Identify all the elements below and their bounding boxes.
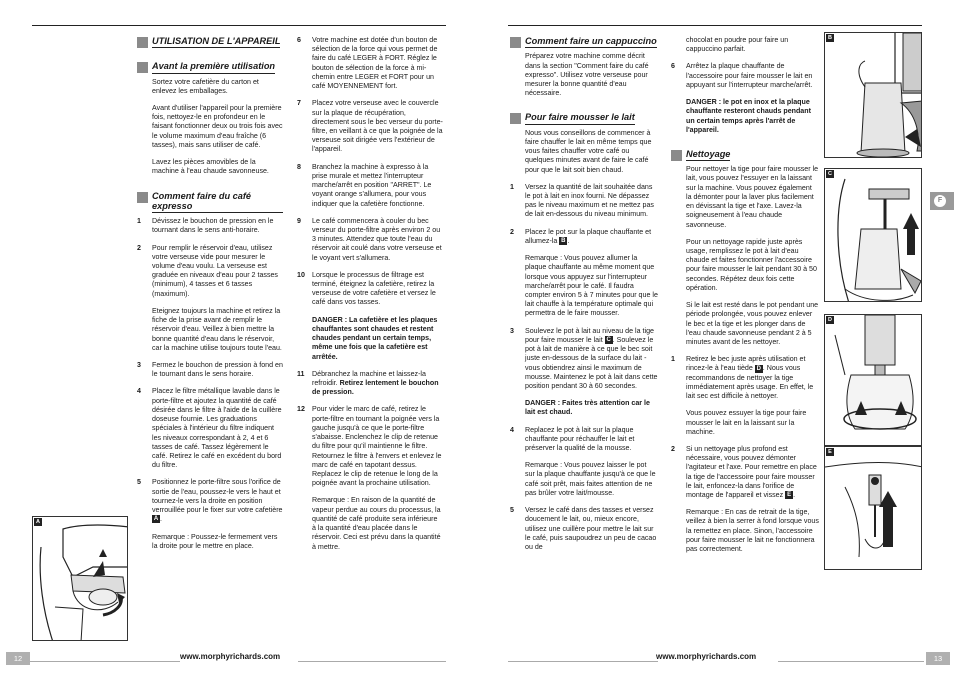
figure-e: E bbox=[824, 446, 922, 570]
subheading-cappuccino: Comment faire un cappuccino bbox=[510, 36, 658, 48]
step-12: 12 Pour vider le marc de café, retirez le porte-filtre en tournant la poignée vers la gauche jusqu'à ce que le porte-filtre s'abaisse. Enclenchez le clip de retenue du filtre pour qu'il maintienne le filtre. Retournez le filtre à l'envers et enlevez le marc de café en tapotant dessus. Replacez le clip de retenue le long de la poignée avant la prochaine utilisation. Remarque : En raison de la quantité de vapeur perdue au cours du processus, la quantité de café produite sera inférieure à la quantité d'eau placée dans le réservoir. Ceci est prévu dans la quantité à mettre. bbox=[297, 405, 442, 551]
step-4: 4 Replacez le pot à lait sur la plaque chauffante pour réchauffer le lait et préserver la qualité de la mousse. Remarque : Vous pouvez laisser le pot sur la plaque chauffante jusqu'à ce que le café soit prêt, mais faites attention de ne pas brûler votre lait/mousse. bbox=[510, 425, 656, 497]
language-tab: F bbox=[930, 192, 954, 210]
paragraph: Si le lait est resté dans le pot pendant une période prolongée, vous pouvez enlever le bec et la tige et les plonger dans de l'eau chaude savonneuse pendant 2 à 5 minutes avant de les nettoyer. bbox=[686, 301, 819, 346]
figure-b: B bbox=[824, 32, 922, 158]
coffee-machine-illustration bbox=[33, 517, 128, 641]
subheading-first-use: Avant la première utilisation bbox=[137, 61, 283, 73]
right-col-2 bbox=[671, 36, 819, 562]
step-4: 4 Placez le filtre métallique lavable dans le porte-filtre et ajoutez la quantité de café désirée dans le filtre à l'aide de la cuillère doseuse fournie. Les graduations spéciales à l'intérieur du filtre indiquent les niveaux correspondant à 2, 4 et 6 tasses de café. Tassez légèrement le café. Retirez le café en excédent du bord du filtre. bbox=[137, 387, 282, 470]
left-footer-rule-2 bbox=[298, 661, 446, 662]
paragraph: Préparez votre machine comme décrit dans la section "Comment faire du café expresso". Utilisez votre verseuse pour mesurer la bonne quantité d'eau nécessaire. bbox=[525, 52, 649, 98]
step-11: 11 Débranchez la machine et laissez-la refroidir. Retirez lentement le bouchon de pression. bbox=[297, 369, 439, 397]
danger-note: DANGER : le pot en inox et la plaque chauffante resteront chauds pendant un certain temps après l'arrêt de l'appareil. bbox=[686, 98, 811, 134]
step-2: 2 Placez le pot sur la plaque chauffante et allumez-la B . Remarque : Vous pouvez allumer la plaque chauffante au même moment que lorsque vous appuyez sur l'interrupteur marche/arrêt pour le café. Il faudra compter environ 5 à 7 minutes pour que le lait chauffe à la température optimale qui permettra de le faire mousser. bbox=[510, 227, 658, 318]
figure-a: A bbox=[32, 516, 128, 641]
step-8: 8 Branchez la machine à expresso à la prise murale et mettez l'interrupteur marche/arrêt en position "ARRET". Le voyant orange s'allumera, pour vous indiquer que la cafetière fonctionne. bbox=[297, 162, 432, 208]
step-5: 5 Versez le café dans des tasses et versez doucement le lait, ou, mieux encore, utilisez une cuillère pour mettre le lait sur le café, puis saupoudrez un peu de cacao ou de bbox=[510, 506, 657, 551]
paragraph: chocolat en poudre pour faire un cappuccino parfait. bbox=[686, 36, 789, 54]
right-footer-rule bbox=[508, 661, 658, 662]
step-1: 1 Retirez le bec juste après utilisation et rincez-le à l'eau tiède D . Nous vous recommandons de nettoyer la tige immédiatement après usage. En effet, le lait sec est difficile à nettoyer. Vous pouvez essuyer la tige pour faire mousser le lait en la laissant sur la machine. bbox=[671, 355, 814, 436]
right-top-rule bbox=[508, 25, 922, 26]
paragraph: Lavez les pièces amovibles de la machine à l'eau chaude savonneuse. bbox=[152, 158, 269, 176]
footer-url: www.morphyrichards.com bbox=[656, 652, 757, 661]
subheading-cleaning: Nettoyage bbox=[671, 149, 819, 161]
step-1: 1 Dévissez le bouchon de pression en le tournant dans le sens anti-horaire. bbox=[137, 217, 274, 235]
milk-frothing-illustration bbox=[825, 169, 922, 302]
step-9: 9 Le café commencera à couler du bec verseur du porte-filtre après environ 2 ou 3 minutes. Attendez que toute l'eau du réservoir ait coulé dans votre verseuse et le voyant vert s'allumera. bbox=[297, 216, 442, 262]
left-footer-rule bbox=[30, 661, 180, 662]
paragraph: Sortez votre cafetière du carton et enlevez les emballages. bbox=[152, 77, 259, 95]
figure-d: D bbox=[824, 314, 922, 446]
right-col-1 bbox=[510, 36, 658, 560]
danger-note: DANGER : Faites très attention car le lait est chaud. bbox=[525, 399, 650, 417]
figure-c: C bbox=[824, 168, 922, 302]
step-3: 3 Soulevez le pot à lait au niveau de la tige pour faire mousser le lait C . Soulevez le pot à lait de manière à ce que le bec soit juste en-dessous de la surface du lait - vous obtiendrez ainsi le maximum de mousse. Maintenez le pot à lait dans cette position pendant 30 à 60 secondes. DANGER : Faites très attention car le lait est chaud. bbox=[510, 326, 658, 417]
step-1: 1 Versez la quantité de lait souhaitée dans le pot à lait en inox fourni. Ne dépassez pas le niveau maximum et ne mettez pas de lait en-dessous du niveau minimum. bbox=[510, 182, 654, 219]
paragraph: Pour un nettoyage rapide juste après usage, remplissez le pot à lait d'eau chaude et faites fonctionner l'accessoire pour faire mousser le lait pendant 30 à 50 secondes. Répétez deux fois cette opération. bbox=[686, 237, 817, 292]
step-3: 3 Fermez le bouchon de pression à fond en le tournant dans le sens horaire. bbox=[137, 361, 283, 379]
right-footer-rule-2 bbox=[778, 661, 924, 662]
paragraph: Avant d'utiliser l'appareil pour la première fois, nettoyez-le en profondeur en le faisant fonctionner deux ou trois fois avec le volume maximum d'eau fraîche (6 tasses), mais sans utiliser de café. bbox=[152, 104, 283, 149]
step-10: 10 Lorsque le processus de filtrage est terminé, éteignez la cafetière, retirez la verseuse de votre cafetière et versez le café dans vos tasses. DANGER : La cafetière et les plaques chauffantes sont chaudes et restent chaudes pendant un certain temps, même une fois que la cafetière est arrêtée. bbox=[297, 271, 443, 362]
paragraph: Nous vous conseillons de commencer à faire chauffer le lait en même temps que vous faites chauffer votre café ou quelques minutes avant de faire le café pour que le lait soit bien chaud. bbox=[525, 128, 652, 174]
remove-nozzle-illustration bbox=[825, 315, 922, 446]
subheading-froth-milk: Pour faire mousser le lait bbox=[510, 112, 658, 124]
step-6: 6 Arrêtez la plaque chauffante de l'accessoire pour faire mousser le lait en appuyant sur l'interrupteur marche/arrêt. DANGER : le pot en inox et la plaque chauffante resteront chauds pendant un certain temps après l'arrêt de l'appareil. bbox=[671, 62, 819, 135]
step-6: 6 Votre machine est dotée d'un bouton de sélection de la force qui vous permet de faire du café LEGER à FORT. Réglez le bouton de sélection de la force à mi-chemin entre LEGER et FORT pour un café MOYENNEMENT fort. bbox=[297, 36, 438, 91]
left-col-1 bbox=[137, 36, 283, 559]
footer-url: www.morphyrichards.com bbox=[180, 652, 281, 661]
page-number: 12 bbox=[6, 652, 30, 665]
step-7: 7 Placez votre verseuse avec le couvercle sur la plaque de récupération, directement sous le bec verseur du porte-filtre, en veillant à ce que la poignée de la verseuse soit dirigée vers l'extérieur de l'appareil. bbox=[297, 99, 443, 154]
step-2: 2 Si un nettoyage plus profond est nécessaire, vous pouvez démonter l'agitateur et l'axe. Pour remettre en place la tige de l'accessoire pour faire mousser le lait, enfoncez-la dans l'orifice de montage de l'appareil et vissez E . Remarque : En cas de retrait de la tige, veillez à bien la serrer à fond lorsque vous la remettez en place. Sinon, l'accessoire pour faire mousser le lait ne fonctionnera pas correctement. bbox=[671, 444, 819, 554]
danger-note: DANGER : La cafetière et les plaques chauffantes sont chaudes et restent chaudes pendant un certain temps, même une fois que la cafetière est arrêtée. bbox=[312, 315, 438, 361]
left-top-rule bbox=[32, 25, 446, 26]
step-2: 2 Pour remplir le réservoir d'eau, utilisez votre verseuse vide pour mesurer le volume d'eau voulu. La verseuse est graduée en niveaux d'eau pour 2 tasses (minimum), 4 tasses et 6 tasses (maximum). Eteignez toujours la machine et retirez la fiche de la prise avant de remplir le réservoir d'eau. Veillez à bien mettre la bonne quantité d'eau dans le réservoir, car la machine utilise toujours toute l'eau. bbox=[137, 243, 282, 352]
step-5: 5 Positionnez le porte-filtre sous l'orifice de sortie de l'eau, poussez-le vers le haut et tournez-le vers la droite en position verrouillée pour le fixer sur votre cafetière A . Remarque : Poussez-le fermement vers la droite pour le mettre en place. bbox=[137, 478, 283, 550]
paragraph: Pour nettoyer la tige pour faire mousser le lait, vous pouvez l'essuyer en la laissant sur la machine. Vous pouvez également la démonter pour la laver plus facilement en dévissant la tige et l'axe. Lavez-la soigneusement à l'eau chaude savonneuse. bbox=[686, 165, 819, 229]
left-col-2 bbox=[297, 36, 443, 560]
page-number: 13 bbox=[926, 652, 950, 665]
subheading-espresso: Comment faire du café expresso bbox=[137, 191, 283, 214]
milk-jug-hotplate-illustration bbox=[825, 33, 922, 158]
reassemble-wand-illustration bbox=[825, 447, 922, 570]
section-title: UTILISATION DE L'APPAREIL bbox=[137, 36, 283, 48]
